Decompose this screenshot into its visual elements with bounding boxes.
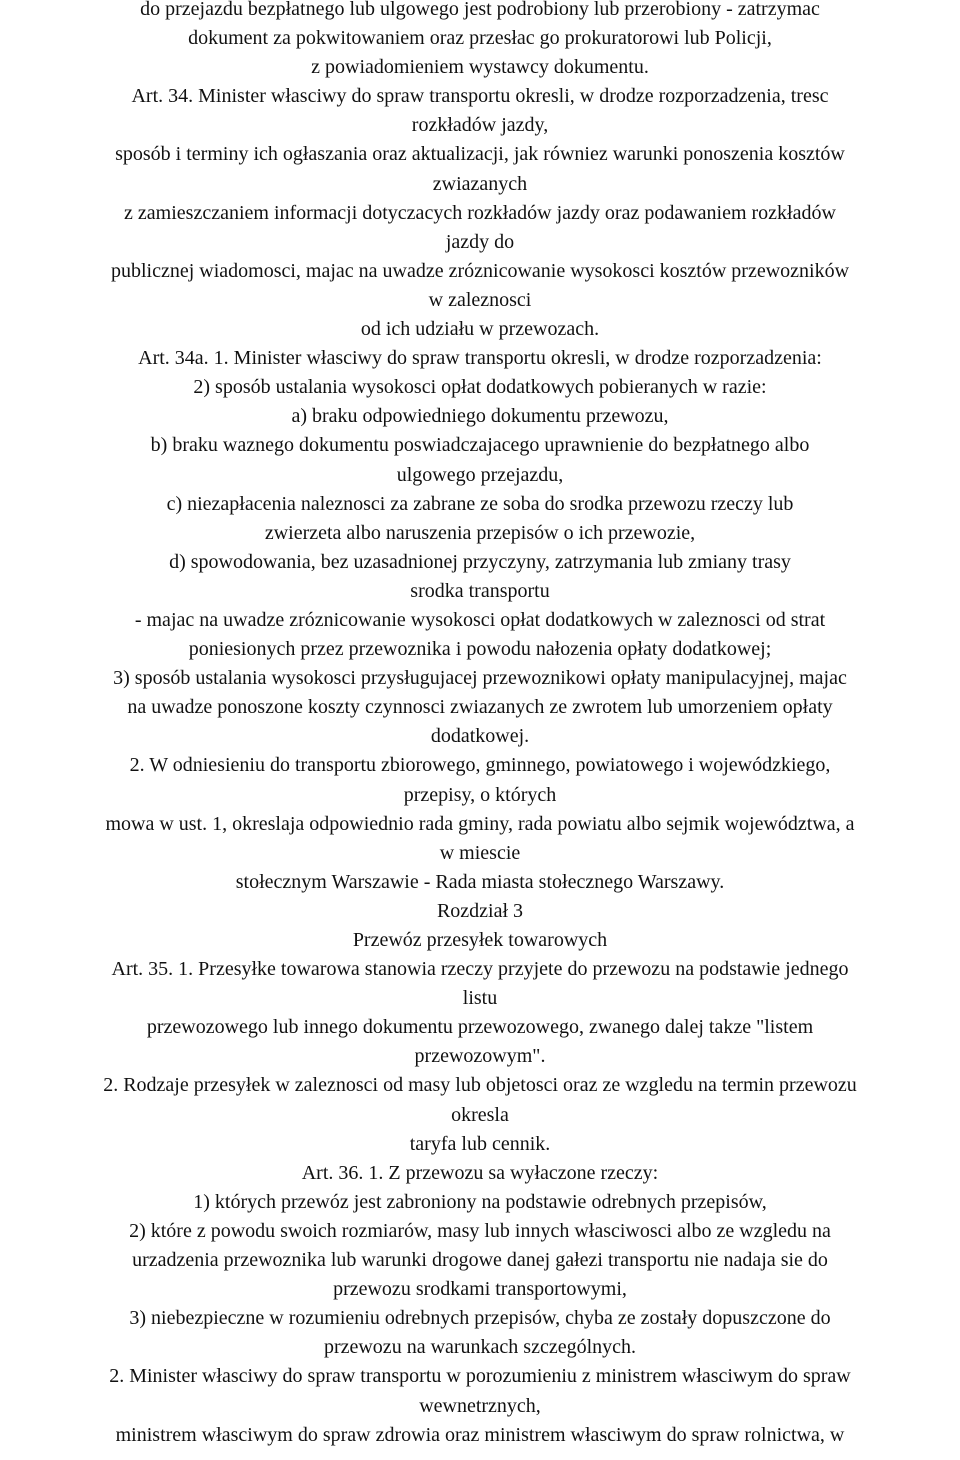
text-line: ministrem własciwym do spraw zdrowia oraz ministrem własciwym do spraw rolnictwa, w <box>115 1423 845 1446</box>
text-line: dokument za pokwitowaniem oraz przesłac go prokuratorowi lub Policji, <box>188 27 772 50</box>
text-line: 3) niebezpieczne w rozumieniu odrebnych przepisów, chyba ze zostały dopuszczone do <box>129 1307 831 1330</box>
text-line: listu <box>462 987 498 1010</box>
text-line: od ich udziału w przewozach. <box>360 318 600 341</box>
text-line: poniesionych przez przewoznika i powodu nałozenia opłaty dodatkowej; <box>188 638 772 661</box>
text-line: - majac na uwadze zróznicowanie wysokosci opłat dodatkowych w zaleznosci od strat <box>134 608 826 631</box>
text-line: 1) których przewóz jest zabroniony na podstawie odrebnych przepisów, <box>193 1190 767 1213</box>
text-line: do przejazdu bezpłatnego lub ulgowego jest podrobiony lub przerobiony - zatrzymac <box>140 0 820 20</box>
text-line: Rozdział 3 <box>436 899 524 922</box>
text-line: Art. 35. 1. Przesyłke towarowa stanowia rzeczy przyjete do przewozu na podstawie jednego <box>111 958 849 981</box>
text-line: 2) które z powodu swoich rozmiarów, masy lub innych własciwosci albo ze wzgledu na <box>129 1219 831 1242</box>
text-line: przewozowym". <box>414 1045 546 1068</box>
text-line: przewozu srodkami transportowymi, <box>333 1278 627 1301</box>
text-line: sposób i terminy ich ogłaszania oraz aktualizacji, jak równiez warunki ponoszenia kosztów <box>115 143 845 166</box>
text-line: przewozu na warunkach szczególnych. <box>323 1336 637 1359</box>
text-line: zwiazanych <box>432 172 528 195</box>
text-line: d) spowodowania, bez uzasadnionej przyczyny, zatrzymania lub zmiany trasy <box>169 550 791 573</box>
text-line: okresla <box>451 1103 509 1126</box>
text-line: c) niezapłacenia naleznosci za zabrane ze soba do srodka przewozu rzeczy lub <box>166 492 794 515</box>
text-line: urzadzenia przewoznika lub warunki drogowe danej gałezi transportu nie nadaja sie do <box>132 1249 828 1272</box>
text-line: Art. 34. Minister własciwy do spraw transportu okresli, w drodze rozporzadzenia, tresc <box>131 85 829 108</box>
text-line: Przewóz przesyłek towarowych <box>352 929 608 951</box>
text-line: srodka transportu <box>410 579 550 602</box>
text-line: 2) sposób ustalania wysokosci opłat dodatkowych pobieranych w razie: <box>193 376 767 399</box>
text-line: b) braku waznego dokumentu poswiadczajacego uprawnienie do bezpłatnego albo <box>150 434 810 457</box>
text-line: ulgowego przejazdu, <box>396 463 564 486</box>
text-line: Art. 34a. 1. Minister własciwy do spraw transportu okresli, w drodze rozporzadzenia: <box>138 347 822 370</box>
text-line: w miescie <box>439 841 521 864</box>
text-line: zwierzeta albo naruszenia przepisów o ich przewozie, <box>264 521 696 544</box>
text-line: 2. Minister własciwy do spraw transportu w porozumieniu z ministrem własciwym do spraw <box>109 1365 851 1388</box>
text-line: publicznej wiadomosci, majac na uwadze zróznicowanie wysokosci kosztów przewozników <box>110 259 850 282</box>
text-line: taryfa lub cennik. <box>409 1132 551 1155</box>
text-line: wewnetrznych, <box>419 1394 541 1417</box>
text-line: Art. 36. 1. Z przewozu sa wyłaczone rzeczy: <box>301 1161 659 1184</box>
text-line: na uwadze ponoszone koszty czynnosci zwiazanych ze zwrotem lub umorzeniem opłaty <box>127 696 833 719</box>
text-line: przewozowego lub innego dokumentu przewozowego, zwanego dalej takze "listem <box>146 1016 814 1039</box>
text-line: jazdy do <box>445 230 515 253</box>
text-line: dodatkowej. <box>430 725 530 748</box>
text-line: przepisy, o których <box>403 783 557 806</box>
text-line: 3) sposób ustalania wysokosci przysługujacej przewoznikowi opłaty manipulacyjnej, majac <box>113 667 847 690</box>
text-line: w zaleznosci <box>428 288 532 311</box>
text-line: z zamieszczaniem informacji dotyczacych rozkładów jazdy oraz podawaniem rozkładów <box>124 201 836 224</box>
text-line: mowa w ust. 1, okreslaja odpowiednio rada gminy, rada powiatu albo sejmik województwa, a <box>105 812 855 835</box>
text-line: a) braku odpowiedniego dokumentu przewozu, <box>291 405 669 428</box>
text-line: rozkładów jazdy, <box>411 114 549 137</box>
text-line: stołecznym Warszawie - Rada miasta stołecznego Warszawy. <box>235 870 725 893</box>
text-line: 2. Rodzaje przesyłek w zaleznosci od masy lub objetosci oraz ze wzgledu na termin przewozu <box>103 1074 857 1097</box>
text-line: 2. W odniesieniu do transportu zbiorowego, gminnego, powiatowego i wojewódzkiego, <box>129 754 831 777</box>
text-line: z powiadomieniem wystawcy dokumentu. <box>311 56 649 79</box>
